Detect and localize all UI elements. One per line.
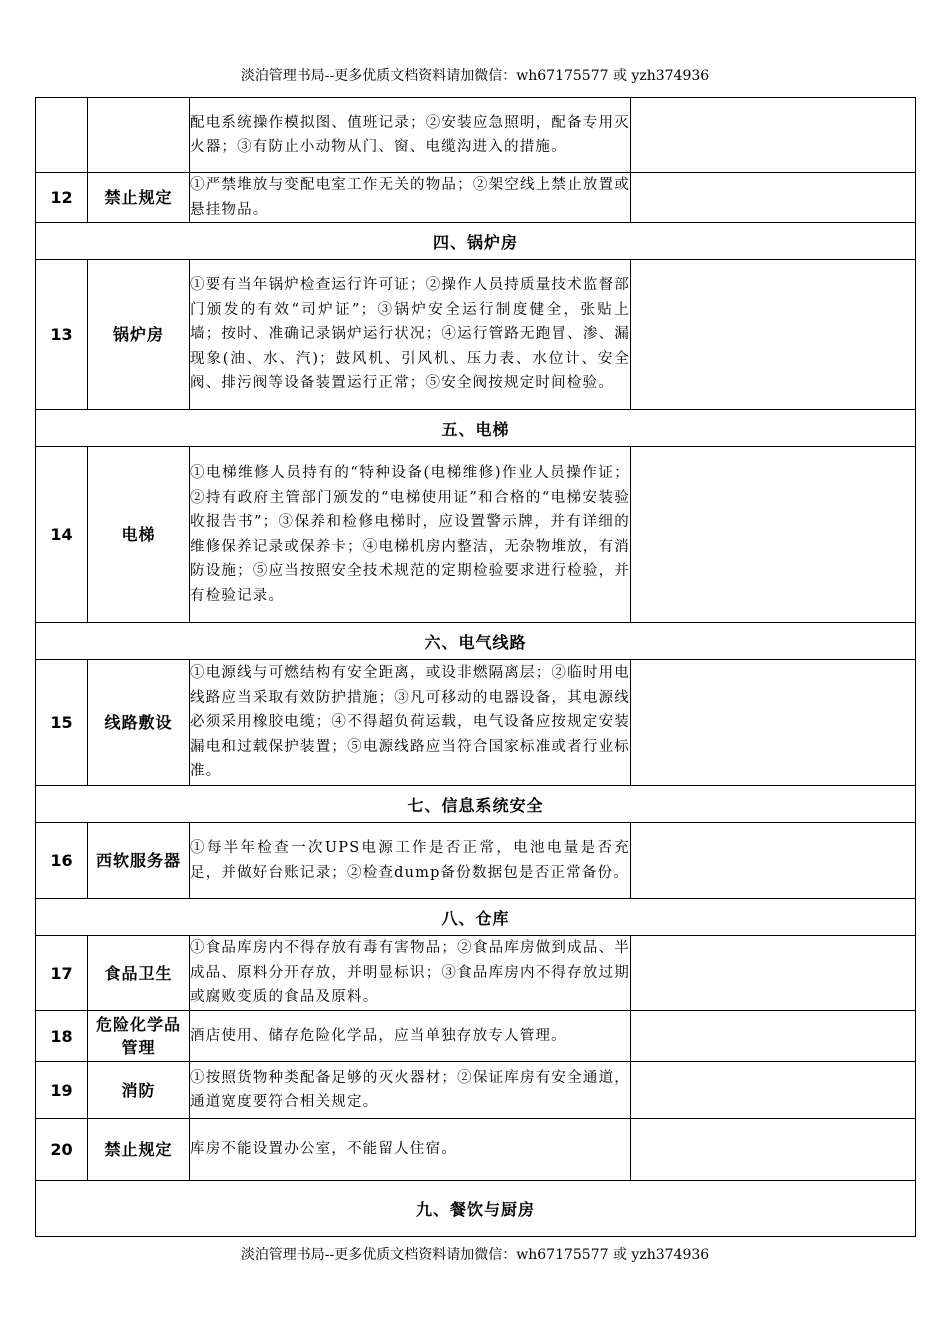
remark-cell (631, 98, 916, 173)
remark-cell (631, 1011, 916, 1062)
row-number: 14 (36, 447, 88, 623)
remark-cell (631, 447, 916, 623)
table-row (36, 260, 916, 410)
requirement-text: ①严禁堆放与变配电室工作无关的物品；②架空线上禁止放置或悬挂物品。 (190, 173, 631, 223)
item-name: 线路敷设 (88, 660, 190, 786)
item-name: 禁止规定 (88, 173, 190, 223)
section-heading: 八、仓库 (36, 899, 916, 936)
row-number: 16 (36, 823, 88, 899)
row-number: 18 (36, 1011, 88, 1062)
remark-cell (631, 173, 916, 223)
remark-cell (631, 260, 916, 410)
requirement-text: ①按照货物种类配备足够的灭火器材；②保证库房有安全通道，通道宽度要符合相关规定。 (190, 1062, 631, 1119)
section-heading: 五、电梯 (36, 410, 916, 447)
item-name: 西软服务器 (88, 823, 190, 899)
section-row (36, 899, 916, 936)
item-name: 禁止规定 (88, 1119, 190, 1181)
requirement-text: ①电梯维修人员持有的“特种设备(电梯维修)作业人员操作证；②持有政府主管部门颁发的“电梯使用证”和合格的“电梯安装验收报告书”；③保养和检修电梯时，应设置警示牌，并有详细的维修保养记录或保养卡；④电梯机房内整洁，无杂物堆放，有消防设施；⑤应当按照安全技术规范的定期检验要求进行检验，并有检验记录。 (190, 447, 631, 623)
table-row (36, 660, 916, 786)
remark-cell (631, 936, 916, 1011)
table-row (36, 447, 916, 623)
section-row (36, 410, 916, 447)
item-name: 消防 (88, 1062, 190, 1119)
section-row (36, 1181, 916, 1237)
row-number: 20 (36, 1119, 88, 1181)
row-number: 13 (36, 260, 88, 410)
row-number: 12 (36, 173, 88, 223)
remark-cell (631, 660, 916, 786)
remark-cell (631, 1062, 916, 1119)
page-footer: 淡泊管理书局--更多优质文档资料请加微信：wh67175577 或 yzh374936 (240, 1247, 710, 1263)
item-name (88, 98, 190, 173)
section-heading: 七、信息系统安全 (36, 786, 916, 823)
table-row (36, 1062, 916, 1119)
section-heading: 六、电气线路 (36, 623, 916, 660)
row-number: 15 (36, 660, 88, 786)
page-header: 淡泊管理书局--更多优质文档资料请加微信：wh67175577 或 yzh374936 (240, 68, 710, 84)
item-name: 锅炉房 (88, 260, 190, 410)
requirement-text: 配电系统操作模拟图、值班记录；②安装应急照明，配备专用灭火器；③有防止小动物从门、窗、电缆沟进入的措施。 (190, 98, 631, 173)
table-row (36, 823, 916, 899)
table-row (36, 1011, 916, 1062)
item-name: 危险化学品管理 (88, 1011, 190, 1062)
safety-inspection-table (35, 97, 916, 1237)
section-heading: 四、锅炉房 (36, 223, 916, 260)
table-row (36, 98, 916, 173)
section-row (36, 223, 916, 260)
section-heading: 九、餐饮与厨房 (36, 1181, 916, 1237)
requirement-text: ①每半年检查一次UPS电源工作是否正常，电池电量是否充足，并做好台账记录；②检查dump备份数据包是否正常备份。 (190, 823, 631, 899)
requirement-text: ①电源线与可燃结构有安全距离，或设非燃隔离层；②临时用电线路应当采取有效防护措施；③凡可移动的电器设备，其电源线必须采用橡胶电缆；④不得超负荷运载，电气设备应按规定安装漏电和过载保护装置；⑤电源线路应当符合国家标准或者行业标准。 (190, 660, 631, 786)
section-row (36, 786, 916, 823)
requirement-text: 库房不能设置办公室，不能留人住宿。 (190, 1119, 631, 1181)
table-row (36, 1119, 916, 1181)
requirement-text: ①要有当年锅炉检查运行许可证；②操作人员持质量技术监督部门颁发的有效“司炉证”；③锅炉安全运行制度健全，张贴上墙；按时、准确记录锅炉运行状况；④运行管路无跑冒、渗、漏现象(油、水、汽)；鼓风机、引风机、压力表、水位计、安全阀、排污阀等设备装置运行正常；⑤安全阀按规定时间检验。 (190, 260, 631, 410)
row-number: 19 (36, 1062, 88, 1119)
section-row (36, 623, 916, 660)
requirement-text: 酒店使用、储存危险化学品，应当单独存放专人管理。 (190, 1011, 631, 1062)
remark-cell (631, 823, 916, 899)
requirement-text: ①食品库房内不得存放有毒有害物品；②食品库房做到成品、半成品、原料分开存放，并明显标识；③食品库房内不得存放过期或腐败变质的食品及原料。 (190, 936, 631, 1011)
table-row (36, 936, 916, 1011)
row-number: 17 (36, 936, 88, 1011)
item-name: 食品卫生 (88, 936, 190, 1011)
row-number (36, 98, 88, 173)
item-name: 电梯 (88, 447, 190, 623)
remark-cell (631, 1119, 916, 1181)
table-row (36, 173, 916, 223)
